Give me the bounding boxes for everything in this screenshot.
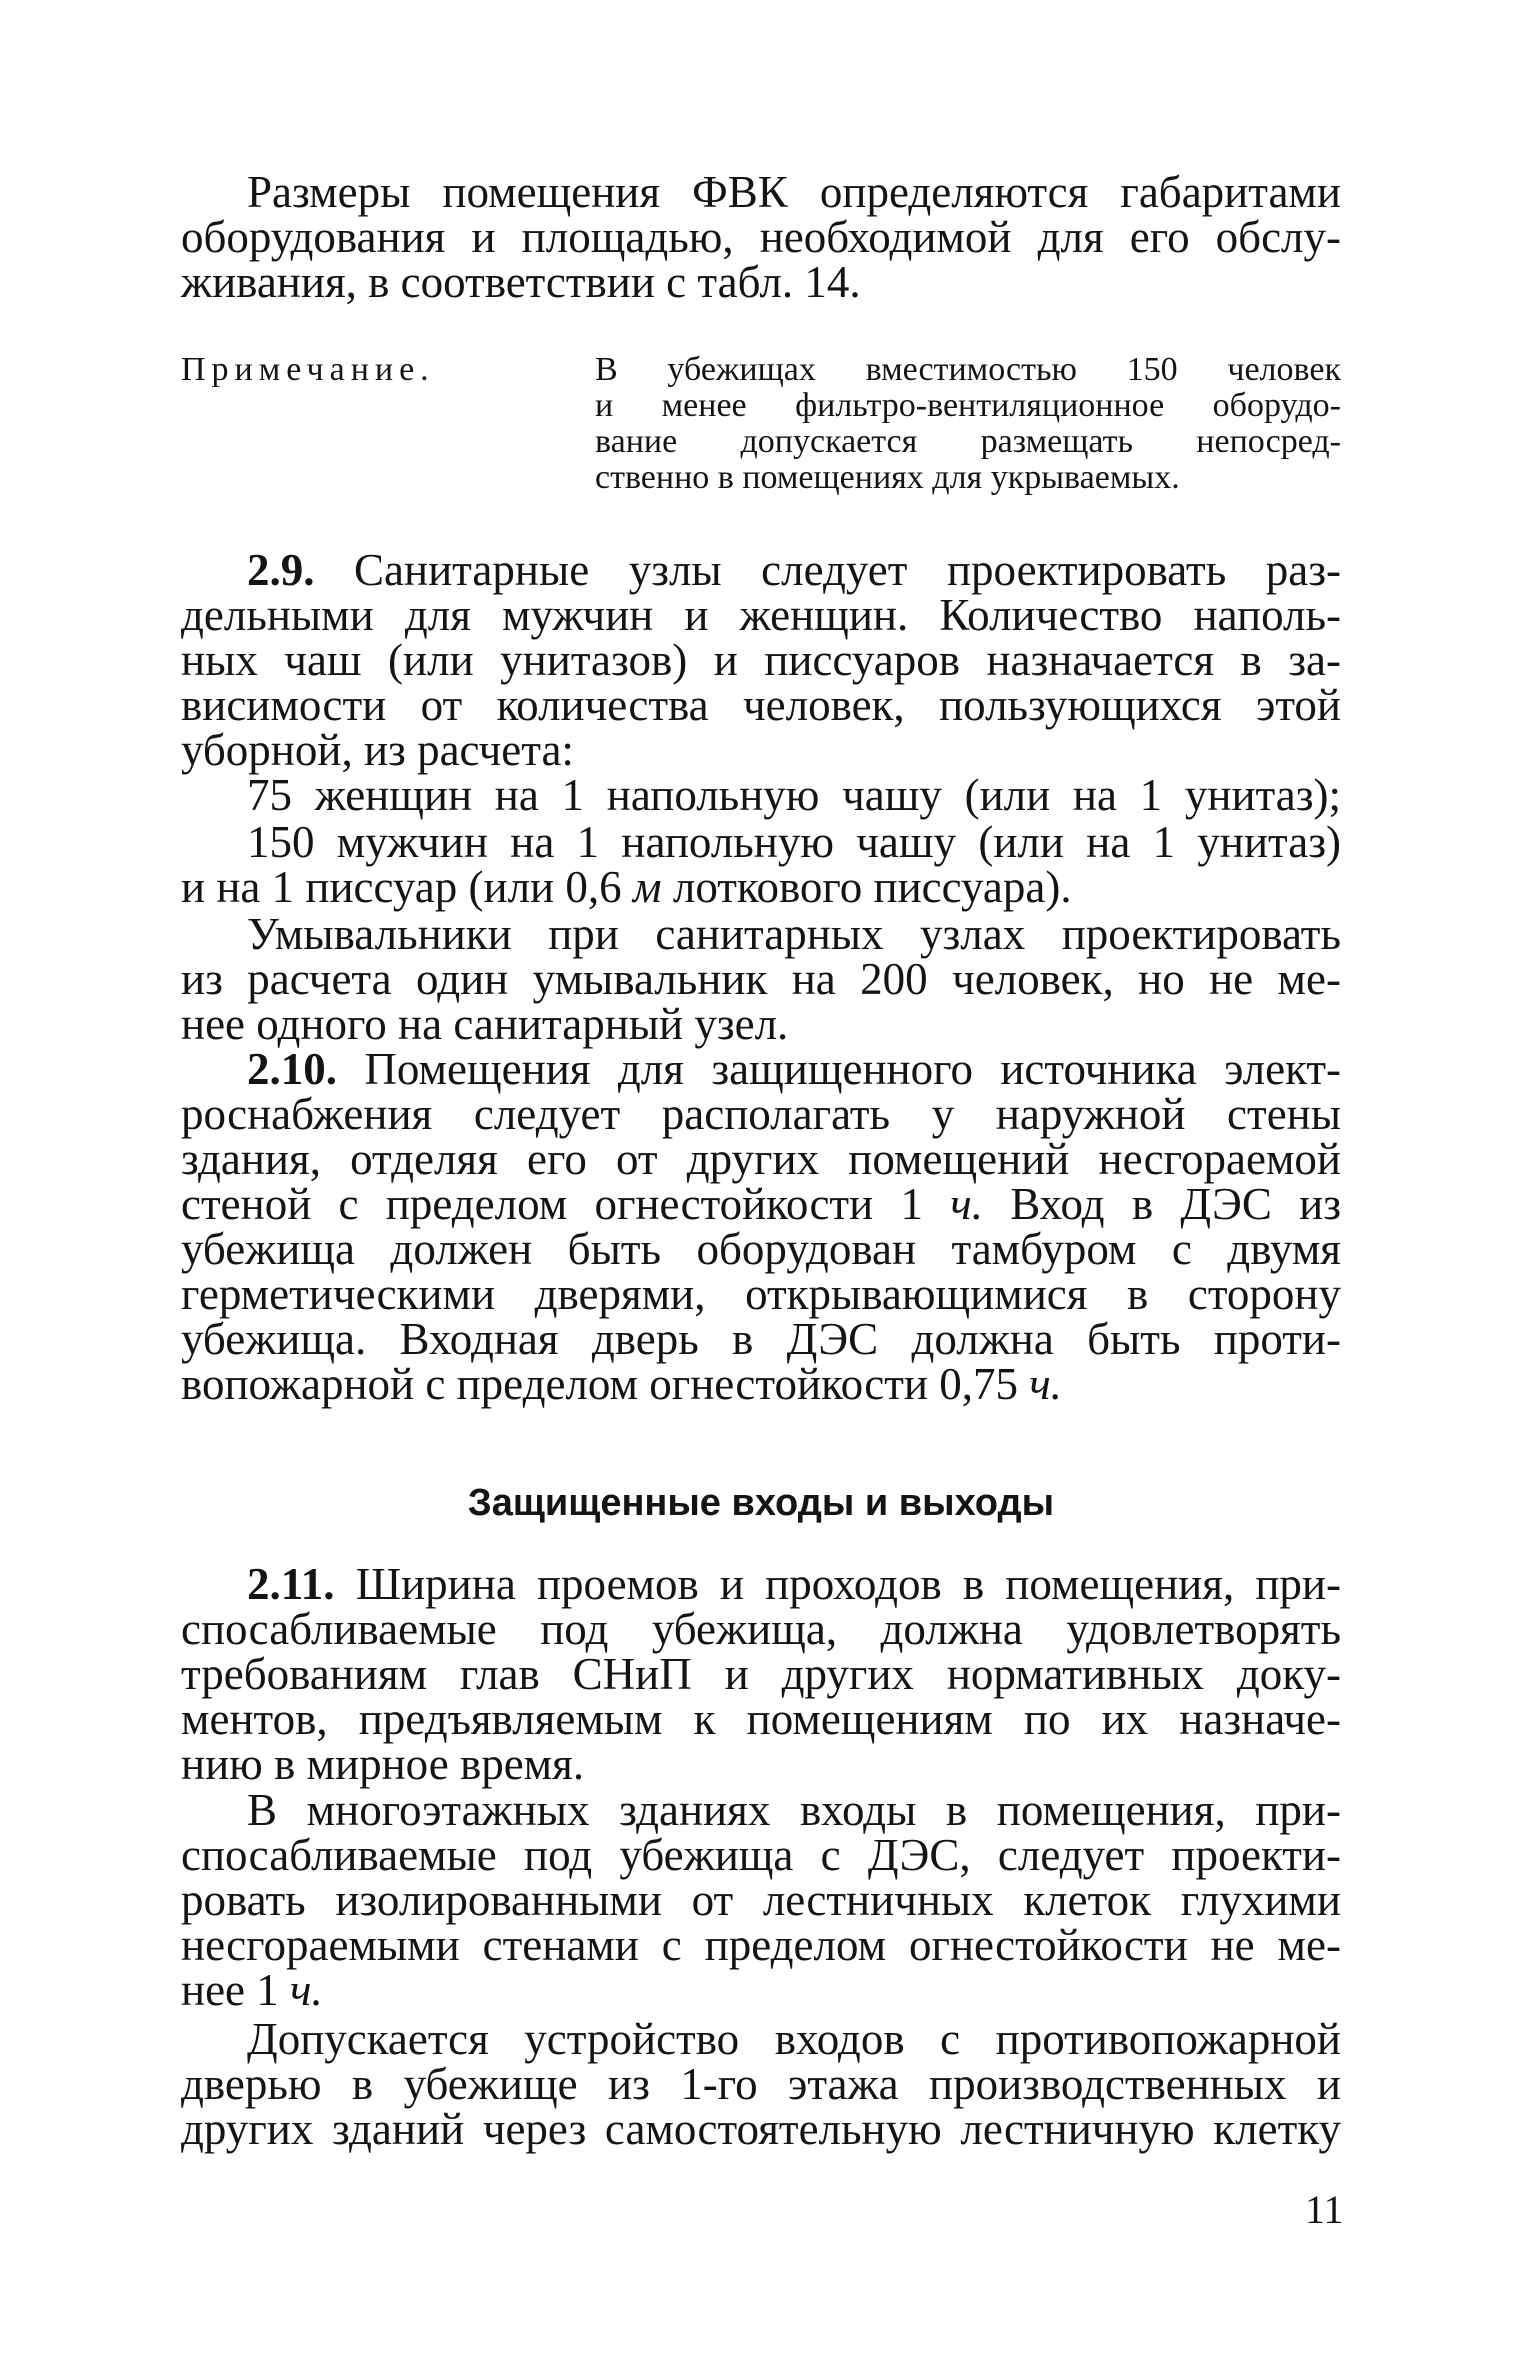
section-2-11-line: нию в мирное время. (181, 1739, 585, 1789)
section-heading: Защищенные входы и выходы (467, 1482, 1055, 1524)
section-2-11-line: спосабливаемые под убежища с ДЭС, следует проекти- (181, 1830, 1341, 1880)
line-text: нее 1 (181, 1965, 279, 2015)
section-2-11-line: несгораемыми стенами с пределом огнестойкости не ме- (181, 1920, 1341, 1970)
section-number: 2.11. (247, 1559, 335, 1609)
section-2-11-text: Ширина проемов и проходов в помещения, при- (355, 1559, 1341, 1609)
unit-hour: ч. (1029, 1359, 1062, 1409)
section-2-9-line: из расчета один умывальник на 200 человек, но не ме- (181, 954, 1341, 1004)
page-number: 11 (1305, 2187, 1344, 2232)
section-2-11-line: В многоэтажных зданиях входы в помещения, при- (247, 1785, 1341, 1835)
section-2-10-line (181, 1179, 1342, 1230)
section-2-11-line: спосабливаемые под убежища, должна удовлетворять (181, 1604, 1341, 1654)
note-line: вание допускается размещать непосред- (595, 423, 1341, 460)
intro-line: оборудования и площадью, необходимой для его обслу- (181, 212, 1341, 262)
section-2-9-line: нее одного на санитарный узел. (181, 999, 789, 1049)
section-2-9-line: ных чаш (или унитазов) и писсуаров назначается в за- (181, 635, 1341, 685)
section-2-10-line (181, 1359, 1341, 1410)
line-text: стеной с пределом огнестойкости 1 (181, 1179, 923, 1229)
section-number: 2.9. (247, 545, 315, 595)
section-2-9-line (181, 545, 1341, 596)
section-2-11-line (181, 1559, 1341, 1610)
unit-meter: м (632, 862, 662, 912)
note-line: В убежищах вместимостью 150 человек (595, 351, 1341, 388)
unit-hour: ч. (290, 1965, 323, 2015)
section-2-9-line: 150 мужчин на 1 напольную чашу (или на 1 унитаз) (247, 817, 1341, 867)
note-label: Примечание. (181, 351, 435, 388)
note-line: и менее фильтро-вентиляционное оборудо- (595, 387, 1341, 424)
section-2-9-line (181, 862, 1341, 913)
section-2-10-line: роснабжения следует располагать у наружной стены (181, 1089, 1341, 1139)
unit-hour: ч. (950, 1179, 983, 1229)
section-2-9-line: Умывальники при санитарных узлах проектировать (247, 909, 1341, 959)
intro-line: живания, в соответствии с табл. 14. (181, 257, 861, 307)
section-2-9-line: 75 женщин на 1 напольную чашу (или на 1 унитаз); (247, 770, 1341, 820)
line-text: вопожарной с пределом огнестойкости 0,75 (181, 1359, 1018, 1409)
section-2-10-line: герметическими дверями, открывающимися в сторону (181, 1269, 1341, 1319)
line-text: Вход в ДЭС из (1010, 1179, 1342, 1229)
section-2-11-line: других зданий через самостоятельную лестничную клетку (181, 2104, 1341, 2154)
section-2-10-line (181, 1044, 1342, 1095)
section-2-9-line: висимости от количества человек, пользующихся этой (181, 680, 1341, 730)
section-2-9-line: дельными для мужчин и женщин. Количество наполь- (181, 590, 1341, 640)
section-2-10-line: убежища должен быть оборудован тамбуром с двумя (181, 1224, 1341, 1274)
section-number: 2.10. (247, 1044, 337, 1094)
section-2-10-text: Помещения для защищенного источника элект- (364, 1044, 1342, 1094)
section-2-10-line: убежища. Входная дверь в ДЭС должна быть проти- (181, 1314, 1341, 1364)
section-2-11-line: требованиям глав СНиП и других нормативных доку- (181, 1649, 1341, 1699)
note-line: ственно в помещениях для укрываемых. (595, 459, 1180, 496)
line-text: лоткового писсуара). (672, 862, 1072, 912)
section-2-11-line: Допускается устройство входов с противопожарной (247, 2014, 1341, 2064)
intro-line: Размеры помещения ФВК определяются габаритами (247, 167, 1341, 217)
section-2-10-line: здания, отделяя его от других помещений несгораемой (181, 1134, 1341, 1184)
section-2-9-text: Санитарные узлы следует проектировать раз- (354, 545, 1341, 595)
section-2-11-line: дверью в убежище из 1-го этажа производственных и (181, 2059, 1341, 2109)
section-2-11-line: ровать изолированными от лестничных клеток глухими (181, 1875, 1341, 1925)
line-text: и на 1 писсуар (или 0,6 (181, 862, 622, 912)
section-2-9-line: уборной, из расчета: (181, 725, 574, 775)
section-2-11-line (181, 1965, 1341, 2016)
section-2-11-line: ментов, предъявляемым к помещениям по их назначе- (181, 1694, 1341, 1744)
